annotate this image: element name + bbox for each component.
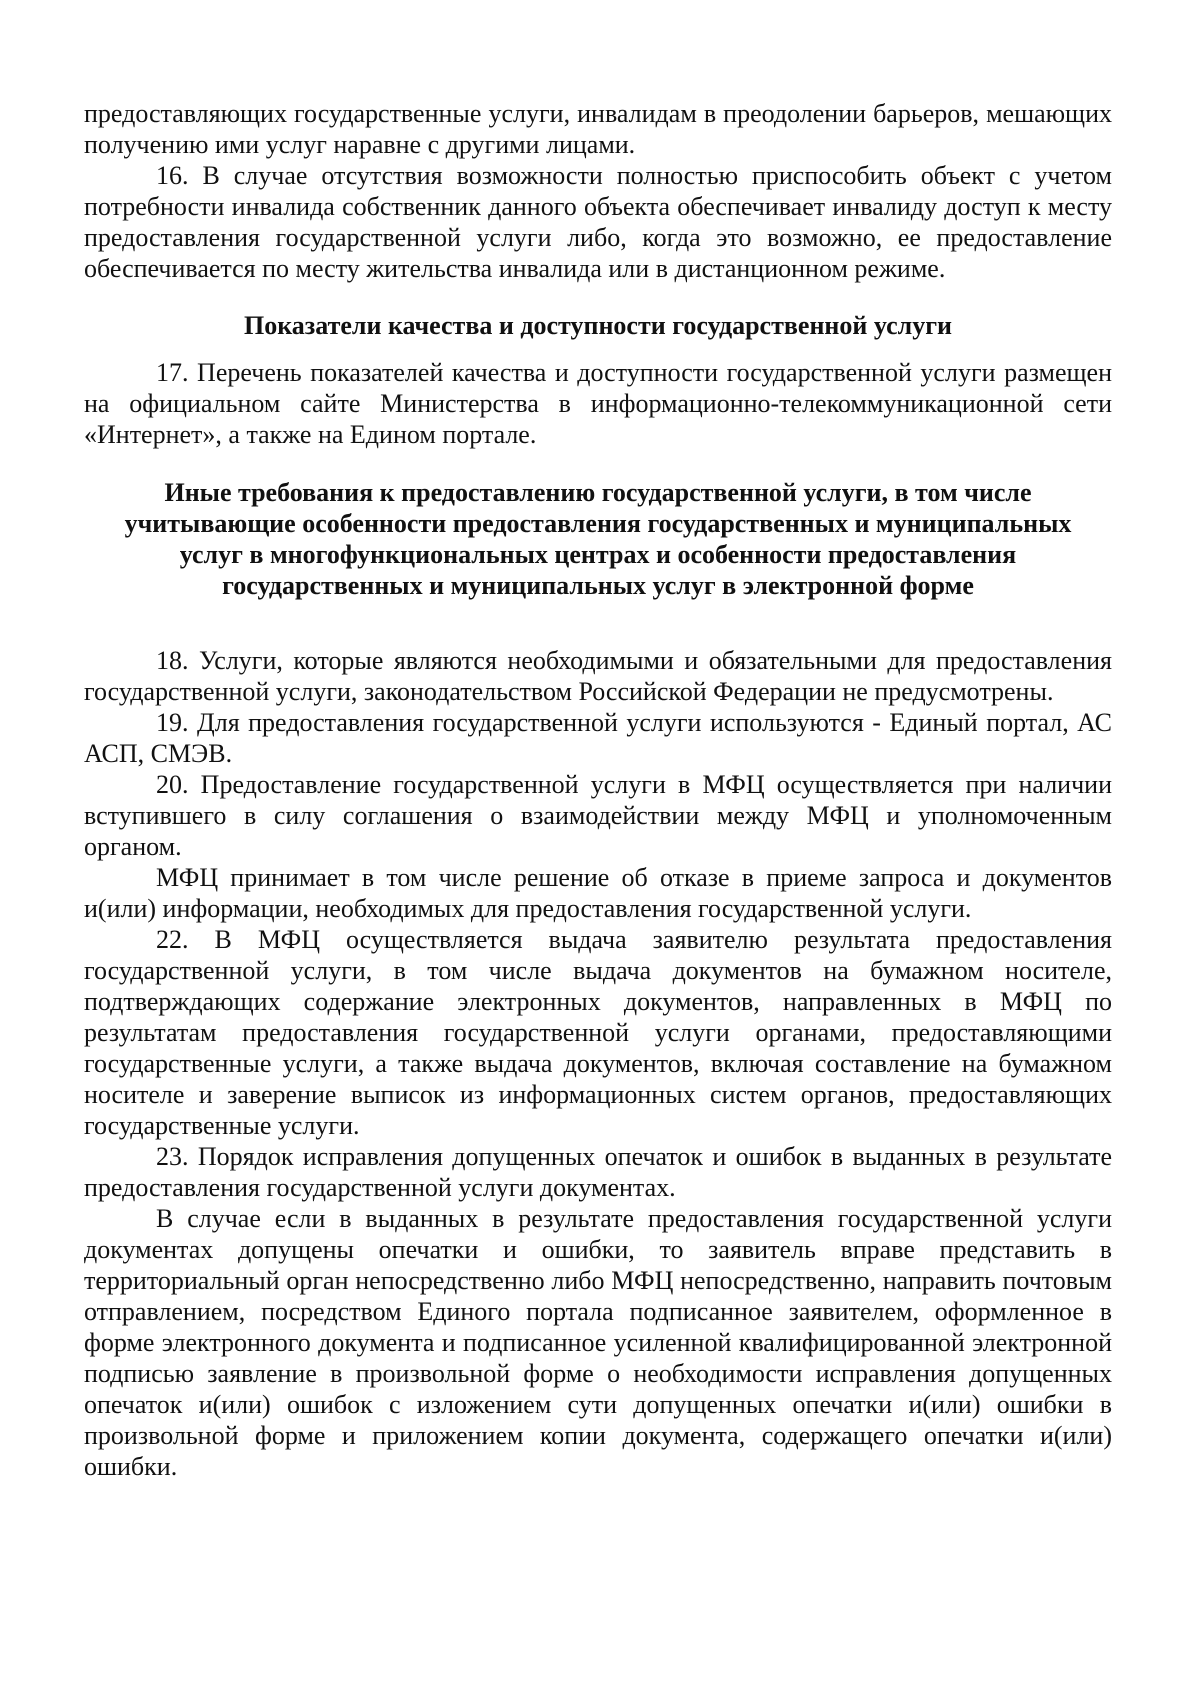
paragraph-18: 18. Услуги, которые являются необходимыми и обязательными для предоставления государственной услуги, законодательством Российской Федерации не предусмотрены. xyxy=(84,646,1112,706)
paragraph-17: 17. Перечень показателей качества и доступности государственной услуги размещен на официальном сайте Министерства в информационно-телекоммуникационной сети «Интернет», а также на Едином портале. xyxy=(84,358,1112,449)
paragraph-continuation: предоставляющих государственные услуги, инвалидам в преодолении барьеров, мешающих получению ими услуг наравне с другими лицами. xyxy=(84,99,1112,159)
section-heading-other-requirements: Иные требования к предоставлению государственной услуги, в том числе учитывающие особенности предоставления государственных и муниципальных услуг в многофункциональных центрах и особенности предоставления государственных и муниципальных услуг в электронной форме xyxy=(124,478,1072,600)
paragraph-22: 22. В МФЦ осуществляется выдача заявителю результата предоставления государственной услуги, в том числе выдача документов на бумажном носителе, подтверждающих содержание электронных документов, направленных в МФЦ по результатам предоставления государственной услуги органами, предоставляющими государственные услуги, а также выдача документов, включая составление на бумажном носителе и заверение выписок из информационных систем органов, предоставляющих государственные услуги. xyxy=(84,925,1112,1140)
paragraph-mfc-decision: МФЦ принимает в том числе решение об отказе в приеме запроса и документов и(или) информации, необходимых для предоставления государственной услуги. xyxy=(84,863,1112,923)
paragraph-20: 20. Предоставление государственной услуги в МФЦ осуществляется при наличии вступившего в силу соглашения о взаимодействии между МФЦ и уполномоченным органом. xyxy=(84,770,1112,861)
paragraph-23: 23. Порядок исправления допущенных опечаток и ошибок в выданных в результате предоставления государственной услуги документах. xyxy=(84,1142,1112,1202)
paragraph-16: 16. В случае отсутствия возможности полностью приспособить объект с учетом потребности инвалида собственник данного объекта обеспечивает инвалиду доступ к месту предоставления государственной услуги либо, когда это возможно, ее предоставление обеспечивается по месту жительства инвалида или в дистанционном режиме. xyxy=(84,161,1112,283)
paragraph-errors-correction: В случае если в выданных в результате предоставления государственной услуги документах допущены опечатки и ошибки, то заявитель вправе представить в территориальный орган непосредственно либо МФЦ непосредственно, направить почтовым отправлением, посредством Единого портала подписанное заявителем, оформленное в форме электронного документа и подписанное усиленной квалифицированной электронной подписью заявление в произвольной форме о необходимости исправления допущенных опечаток и(или) ошибок с изложением сути допущенных опечатки и(или) ошибки в произвольной форме и приложением копии документа, содержащего опечатки и(или) ошибки. xyxy=(84,1204,1112,1481)
section-heading-quality: Показатели качества и доступности государственной услуги xyxy=(243,311,953,340)
paragraph-19: 19. Для предоставления государственной услуги используются - Единый портал, АС АСП, СМЭВ. xyxy=(84,708,1112,768)
